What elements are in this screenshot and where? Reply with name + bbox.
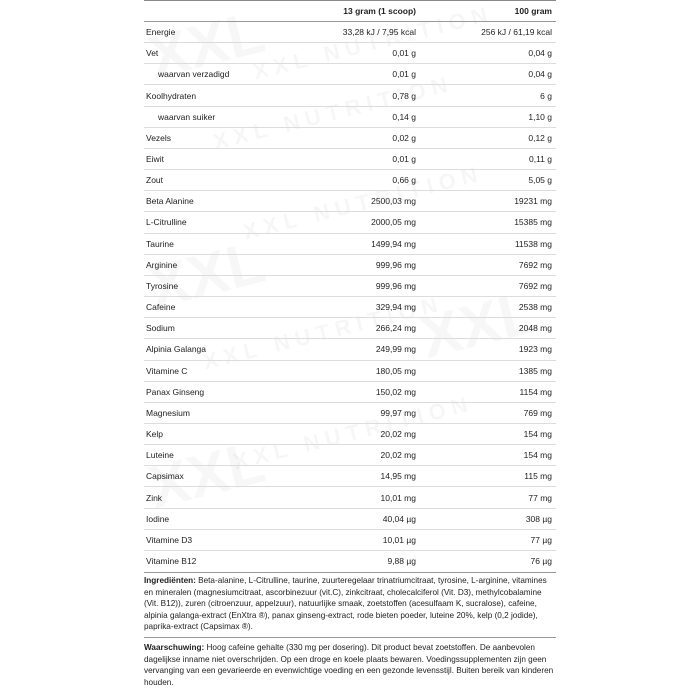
table-body: [144, 21, 556, 573]
value-per-100g: 15385 mg: [514, 217, 552, 228]
nutrient-name: Vitamine D3: [146, 534, 193, 545]
table-row: [144, 530, 556, 551]
table-row: [144, 128, 556, 149]
value-per-serving: 0,01 g: [392, 48, 416, 59]
nutrient-name: Panax Ginseng: [146, 386, 205, 397]
value-per-100g: 1385 mg: [518, 365, 552, 376]
nutrient-name: Beta Alanine: [146, 196, 194, 207]
warning-text: Hoog cafeine gehalte (330 mg per dosering). Dit product bevat zoetstoffen. De aanbevolen dagelijkse inname niet overschrijden. Op een droge en koele plaats bewaren. Voedingssupplementen zijn geen vervanging van een gevarieerde en evenwichtige voeding en een gezonde levensstijl. Buiten bereik van kinderen houden.: [144, 643, 554, 687]
table-row: [144, 403, 556, 424]
value-per-serving: 329,94 mg: [375, 302, 416, 313]
table-row: [144, 487, 556, 508]
table-row: [144, 191, 556, 212]
value-per-serving: 33,28 kJ / 7,95 kcal: [342, 27, 416, 38]
value-per-100g: 2048 mg: [518, 323, 552, 334]
nutrition-sheet: [144, 0, 556, 692]
nutrient-name: Magnesium: [146, 407, 190, 418]
value-per-100g: 77 mg: [528, 492, 552, 503]
table-row: [144, 64, 556, 85]
value-per-100g: 154 mg: [523, 450, 552, 461]
table-row: [144, 509, 556, 530]
value-per-100g: 19231 mg: [514, 196, 552, 207]
value-per-100g: 1,10 g: [528, 111, 552, 122]
value-per-serving: 0,66 g: [392, 175, 416, 186]
value-per-100g: 1154 mg: [519, 386, 552, 397]
nutrient-name: Capsimax: [146, 471, 184, 482]
value-per-100g: 0,11 g: [528, 154, 552, 165]
value-per-100g: 115 mg: [524, 471, 552, 482]
value-per-serving: 0,78 g: [392, 90, 416, 101]
table-row: [144, 361, 556, 382]
value-per-100g: 769 mg: [523, 407, 552, 418]
warning-label: Waarschuwing:: [144, 643, 205, 653]
nutrient-name: Koolhydraten: [146, 90, 197, 101]
nutrient-name: Vitamine B12: [146, 556, 197, 567]
table-row: [144, 255, 556, 276]
value-per-100g: 154 mg: [523, 429, 552, 440]
nutrient-name: Vet: [146, 48, 159, 59]
table-row: [144, 445, 556, 466]
value-per-serving: 1499,94 mg: [371, 238, 416, 249]
value-per-serving: 999,96 mg: [375, 280, 416, 291]
value-per-100g: 11538 mg: [514, 238, 552, 249]
table-row: [144, 43, 556, 64]
value-per-serving: 0,02 g: [392, 132, 416, 143]
nutrient-name: Sodium: [146, 323, 175, 334]
nutrient-name: Zout: [146, 175, 164, 186]
value-per-100g: 5,05 g: [528, 175, 552, 186]
nutrient-name: Eiwit: [146, 154, 164, 165]
nutrient-name: Alpinia Galanga: [146, 344, 207, 355]
nutrient-name: Vezels: [146, 132, 172, 143]
nutrient-name: Zink: [146, 492, 163, 503]
table-row: [144, 149, 556, 170]
value-per-serving: 2500,03 mg: [371, 196, 416, 207]
nutrient-name: Kelp: [146, 429, 164, 440]
nutrient-name: waarvan verzadigd: [158, 69, 230, 80]
notes: [144, 573, 556, 692]
value-per-serving: 150,02 mg: [375, 386, 416, 397]
table-row: [144, 339, 556, 360]
value-per-serving: 266,24 mg: [375, 323, 416, 334]
nutrient-name: L-Citrulline: [146, 217, 187, 228]
nutrient-name: waarvan suiker: [158, 111, 216, 122]
nutrient-name: Tyrosine: [146, 280, 179, 291]
value-per-100g: 76 µg: [530, 556, 552, 567]
table-row: [144, 424, 556, 445]
value-per-100g: 256 kJ / 61,19 kcal: [481, 27, 552, 38]
ingredients-label: Ingrediënten:: [144, 576, 196, 586]
table-row: [144, 466, 556, 487]
warning-block: [144, 637, 556, 692]
value-per-serving: 0,01 g: [392, 69, 416, 80]
value-per-serving: 999,96 mg: [375, 259, 416, 270]
nutrient-name: Luteine: [146, 450, 174, 461]
value-per-serving: 2000,05 mg: [371, 217, 416, 228]
nutrient-name: Vitamine C: [146, 365, 188, 376]
value-per-100g: 6 g: [540, 90, 552, 101]
table-row: [144, 276, 556, 297]
value-per-serving: 14,95 mg: [380, 471, 416, 482]
value-per-serving: 40,04 µg: [382, 513, 416, 524]
value-per-100g: 2538 mg: [518, 302, 552, 313]
table-row: [144, 297, 556, 318]
value-per-serving: 99,97 mg: [380, 407, 416, 418]
table-row: [144, 212, 556, 233]
value-per-serving: 249,99 mg: [375, 344, 416, 355]
value-per-serving: 0,14 g: [392, 111, 416, 122]
table-row: [144, 107, 556, 128]
table-row: [144, 551, 556, 572]
value-per-100g: 0,04 g: [528, 48, 552, 59]
nutrient-name: Iodine: [146, 513, 170, 524]
table-row: [144, 234, 556, 255]
value-per-100g: 0,04 g: [528, 69, 552, 80]
value-per-serving: 9,88 µg: [387, 556, 416, 567]
header-per-serving: 13 gram (1 scoop): [343, 6, 416, 16]
nutrient-name: Taurine: [146, 238, 174, 249]
table-row: [144, 22, 556, 43]
value-per-serving: 20,02 mg: [380, 429, 416, 440]
value-per-100g: 1923 mg: [518, 344, 552, 355]
value-per-serving: 10,01 µg: [382, 534, 416, 545]
table-header: [144, 1, 556, 21]
ingredients-block: [144, 573, 556, 637]
table-row: [144, 382, 556, 403]
table-row: [144, 170, 556, 191]
value-per-serving: 0,01 g: [392, 154, 416, 165]
nutrient-name: Energie: [146, 27, 176, 38]
ingredients-text: Beta-alanine, L-Citrulline, taurine, zuurteregelaar trinatriumcitraat, tyrosine, L-arginine, vitamines en mineralen (magnesiumcitraat, ascorbinezuur (vit.C), zinkcitraat, cholecalciferol (Vit. D3), methylcobalamine (Vit. B12)), zuren (citroenzuur, appelzuur), natuurlijke smaak, zoetstoffen (acesulfaam K, sucralose), cafeine, alpinia galanga-extract (EnXtra ®), panax ginseng-extract, rode bieten poeder, luteine 20%, kelp (0,2 jodide), paprika-extract (Capsimax ®).: [144, 576, 547, 632]
value-per-serving: 180,05 mg: [375, 365, 416, 376]
nutrient-name: Arginine: [146, 259, 178, 270]
value-per-100g: 7692 mg: [518, 259, 552, 270]
nutrient-name: Cafeine: [146, 302, 176, 313]
table-row: [144, 85, 556, 106]
value-per-100g: 77 µg: [530, 534, 552, 545]
value-per-serving: 10,01 mg: [380, 492, 416, 503]
nutrition-table: [144, 0, 556, 573]
header-per-100g: 100 gram: [514, 6, 552, 16]
table-row: [144, 318, 556, 339]
value-per-serving: 20,02 mg: [380, 450, 416, 461]
value-per-100g: 7692 mg: [518, 280, 552, 291]
value-per-100g: 0,12 g: [528, 132, 552, 143]
value-per-100g: 308 µg: [525, 513, 552, 524]
